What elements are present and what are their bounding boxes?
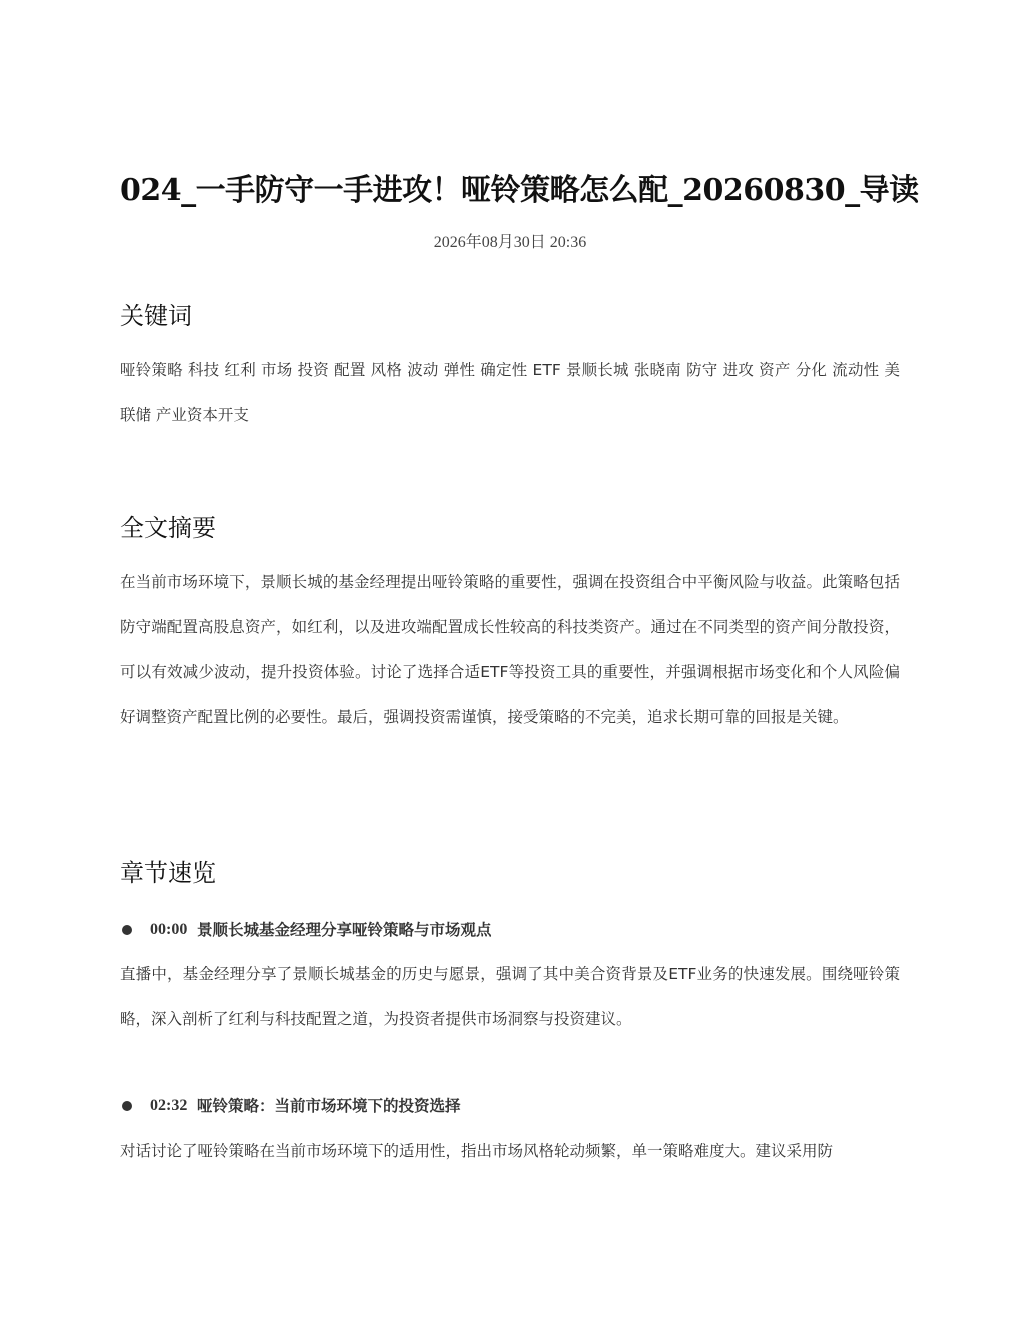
summary-text: 在当前市场环境下，景顺长城的基金经理提出哑铃策略的重要性，强调在投资组合中平衡风险与收益。此策略包括防守端配置高股息资产，如红利，以及进攻端配置成长性较高的科技类资产。通过在不同类型的资产间分散投资，可以有效减少波动，提升投资体验。讨论了选择合适ETF等投资工具的重要性，并强调根据市场变化和个人风险偏好调整资产配置比例的必要性。最后，强调投资需谨慎，接受策略的不完美，追求长期可靠的回报是关键。 — [120, 573, 900, 726]
bullet-icon — [122, 925, 132, 935]
chapter-title: 景顺长城基金经理分享哑铃策略与市场观点 — [197, 921, 492, 939]
document-date: 2026年08月30日 20:36 — [433, 234, 587, 251]
summary-heading: 全文摘要 — [120, 514, 216, 542]
chapter-timestamp: 00:00 — [150, 921, 188, 938]
chapter-item-heading — [120, 919, 900, 943]
document-title: 024_一手防守一手进攻！哑铃策略怎么配_20260830_导读 — [120, 173, 919, 209]
keywords-text: 哑铃策略 科技 红利 市场 投资 配置 风格 波动 弹性 确定性 ETF 景顺长城 张晓南 防守 进攻 资产 分化 流动性 美联储 产业资本开支 — [120, 361, 900, 424]
chapter-description: 对话讨论了哑铃策略在当前市场环境下的适用性，指出市场风格轮动频繁，单一策略难度大。建议采用防 — [120, 1142, 834, 1160]
keywords-heading: 关键词 — [120, 302, 192, 330]
chapters-heading: 章节速览 — [120, 859, 216, 887]
chapter-description: 直播中，基金经理分享了景顺长城基金的历史与愿景，强调了其中美合资背景及ETF业务的快速发展。围绕哑铃策略，深入剖析了红利与科技配置之道，为投资者提供市场洞察与投资建议。 — [120, 965, 900, 1028]
chapter-item-heading — [120, 1095, 900, 1119]
chapter-timestamp: 02:32 — [150, 1097, 188, 1114]
chapter-title: 哑铃策略：当前市场环境下的投资选择 — [197, 1097, 461, 1115]
bullet-icon — [122, 1101, 132, 1111]
